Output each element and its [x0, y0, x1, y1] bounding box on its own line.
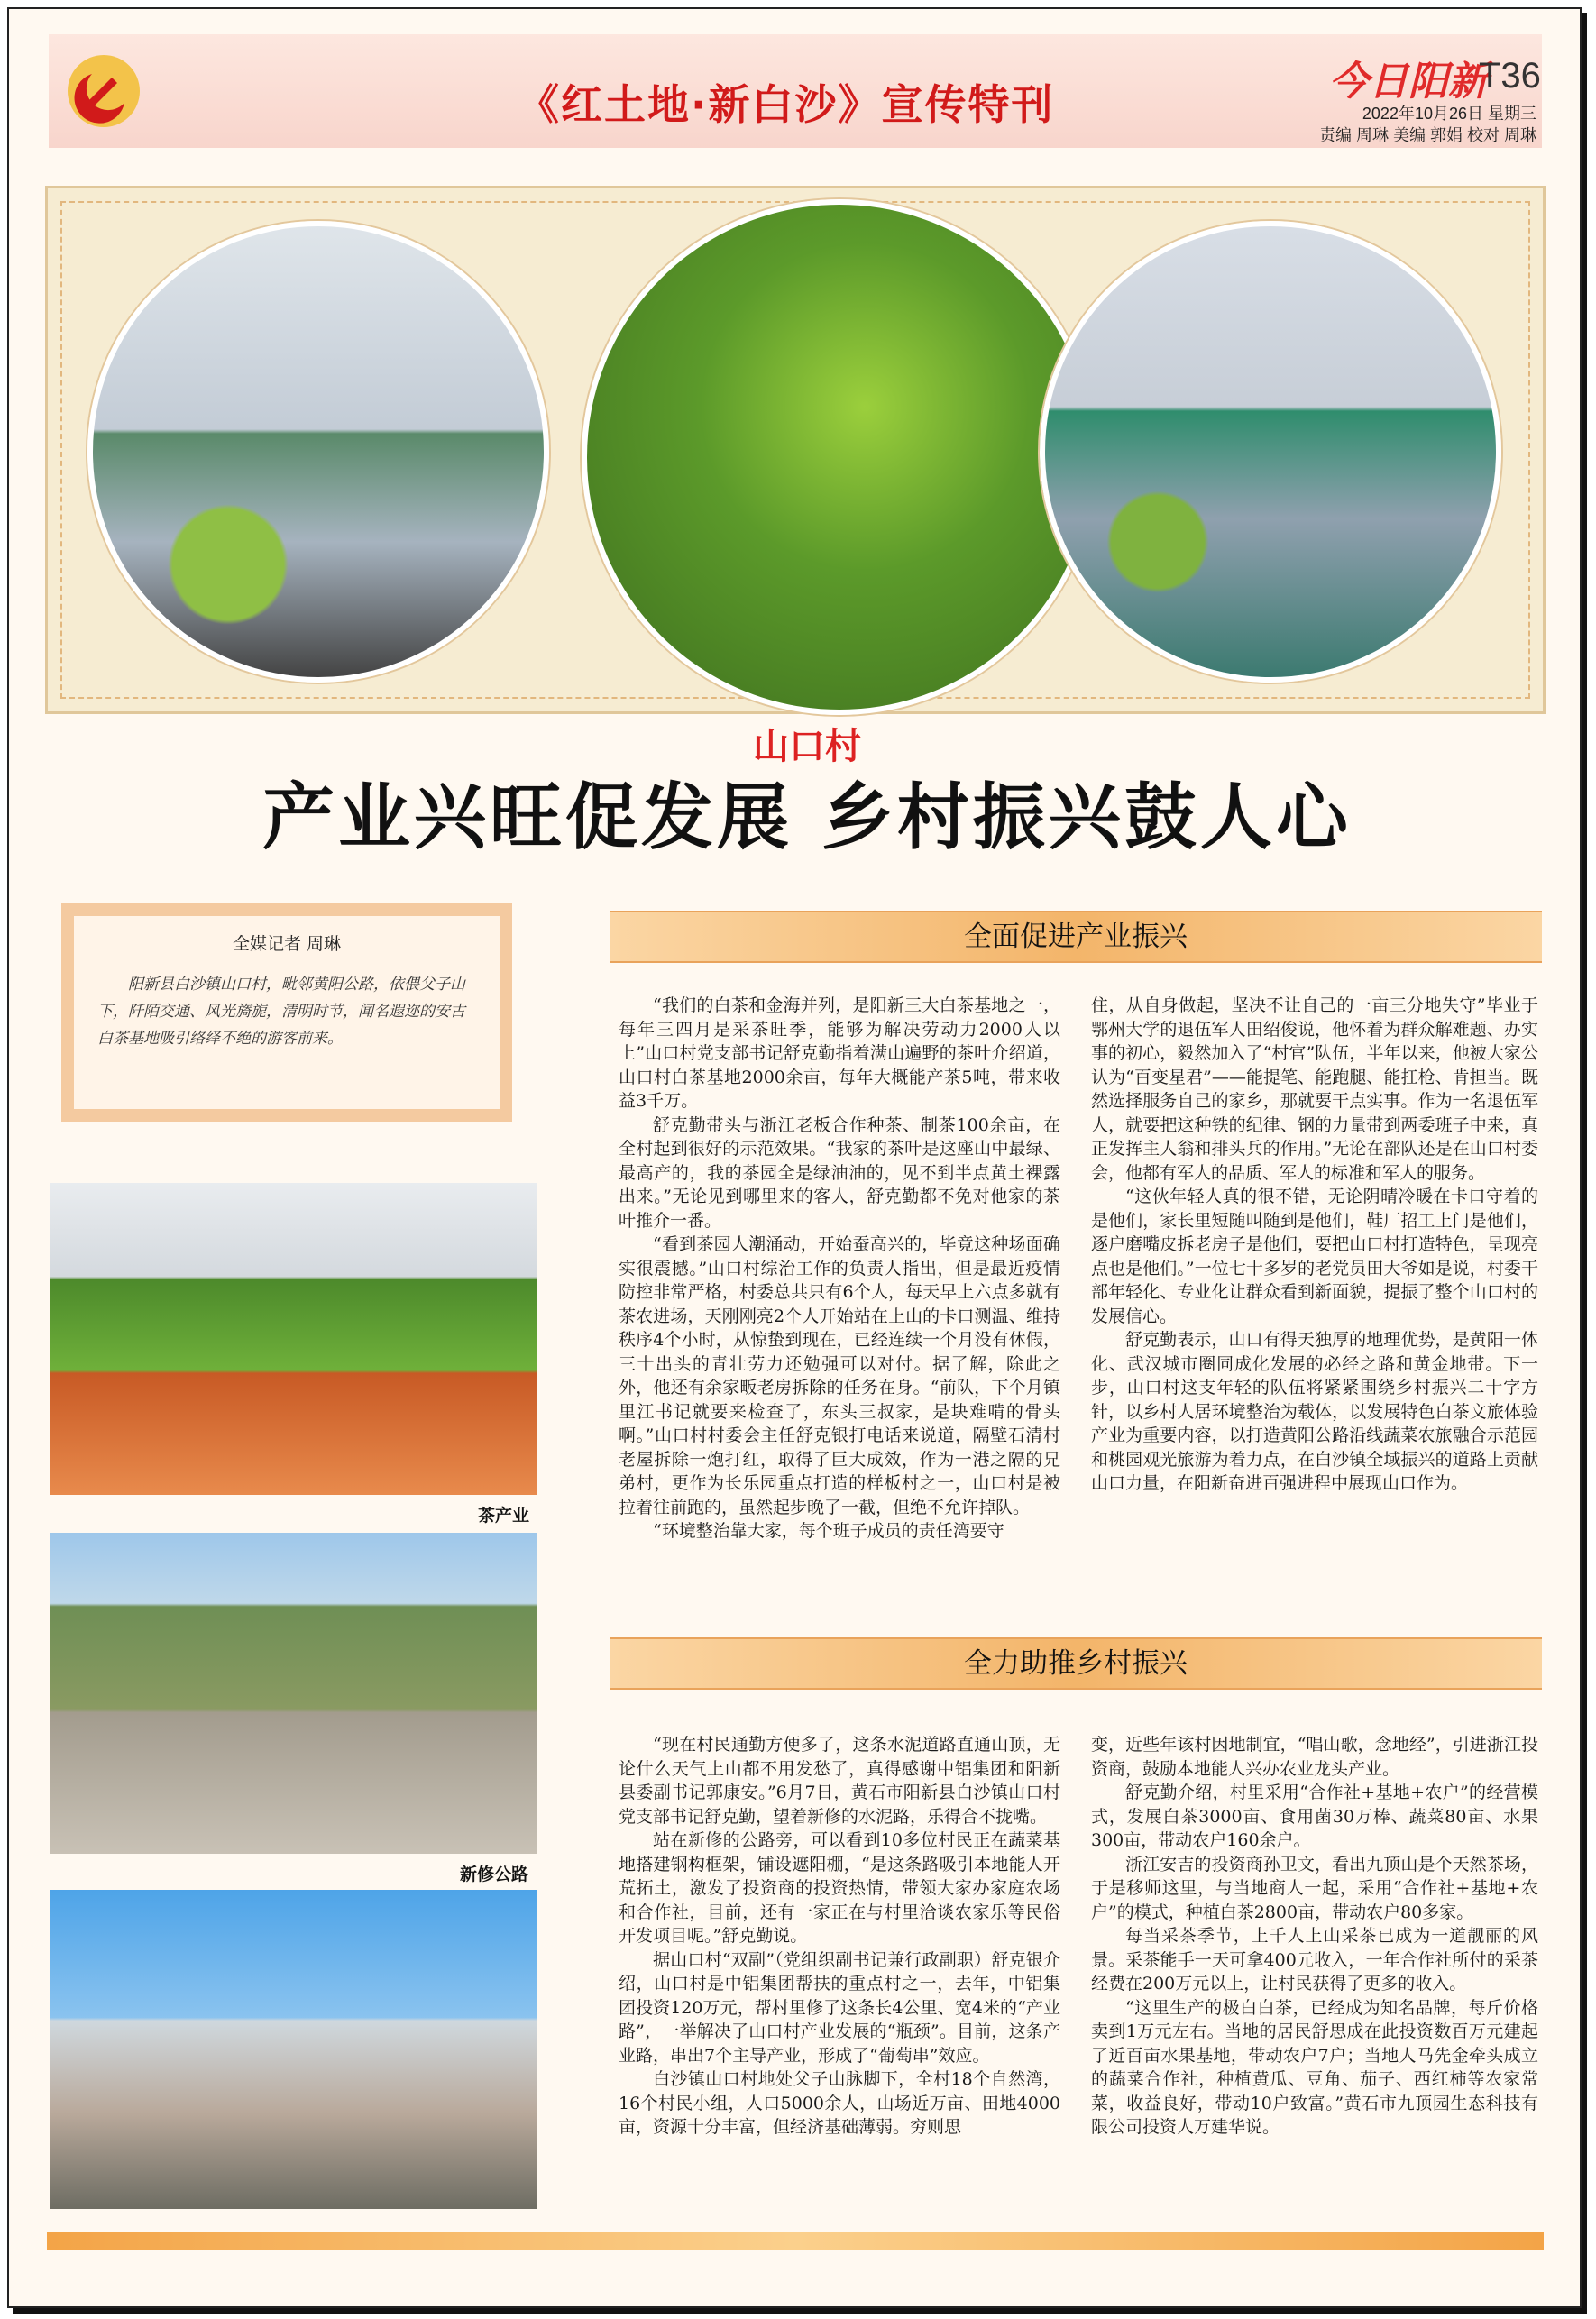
intro-box [61, 903, 512, 1122]
photo-band [45, 186, 1546, 714]
paragraph: “我们的白茶和金海并列，是阳新三大白茶基地之一，每年三四月是采茶旺季，能够为解决劳动力2000人以上”山口村党支部书记舒克勤指着满山遍野的茶叶介绍道，山口村白茶基地2000余亩，每年大概能产茶5吨，带来收益3千万。 [619, 995, 1060, 1111]
intro-text: 阳新县白沙镇山口村，毗邻黄阳公路，依偎父子山下，阡陌交通、风光旖旎，清明时节，闻名遐迩的安古白茶基地吸引络绎不绝的游客前来。 [97, 976, 465, 1048]
paragraph: 变，近些年该村因地制宜，“唱山歌，念地经”，引进浙江投资商，鼓励本地能人兴办农业龙头产业。 [1091, 1735, 1538, 1779]
headline-kicker: 山口村 [753, 726, 861, 767]
intro-inner [74, 916, 500, 1109]
paragraph: 舒克勤介绍，村里采用“合作社+基地+农户”的经营模式，发展白茶3000亩、食用菌30万棒、蔬菜80亩、水果300亩，带动农户160余户。 [1091, 1783, 1538, 1850]
paragraph: 站在新修的公路旁，可以看到10多位村民正在蔬菜基地搭建钢构框架，铺设遮阳棚，“是这条路吸引本地能人开荒拓土，激发了投资商的投资热情，带领大家办家庭农场和合作社，目前，还有一家正在与村里洽谈农家乐等民俗开发项目呢。”舒克勤说。 [619, 1830, 1060, 1946]
new-road-photo [50, 1533, 537, 1854]
party-emblem-icon [65, 52, 142, 130]
paragraph: 白沙镇山口村地处父子山脉脚下，全村18个自然湾，16个村民小组，人口5000余人，山场近万亩、田地4000亩，资源十分丰富，但经济基础薄弱。穷则思 [619, 2069, 1060, 2137]
page-number: T36 [1479, 56, 1541, 96]
tea-machine-photo [1040, 221, 1501, 683]
byline: 全媒记者 周琳 [232, 934, 342, 954]
page-header [49, 34, 1542, 148]
section2-title: 全力助推乡村振兴 [610, 1637, 1542, 1690]
paragraph: 舒克勤表示，山口有得天独厚的地理优势，是黄阳一体化、武汉城市圈同成化发展的必经之路和黄金地带。下一步，山口村这支年轻的队伍将紧紧围绕乡村振兴二十字方针，以乡村人居环境整治为载体，以发展特色白茶文旅体验产业为重要内容，以打造黄阳公路沿线蔬菜农旅融合示范园和桃园观光旅游为着力点，在白沙镇全域振兴的道路上贡献山口力量，在阳新奋进百强进程中展现山口作为。 [1091, 1330, 1538, 1493]
newspaper-logo: 今日阳新 [1329, 59, 1488, 105]
issue-date: 2022年10月26日 星期三 [1362, 105, 1536, 123]
newspaper-page [7, 7, 1582, 2308]
section2-column2 [1091, 1733, 1538, 2140]
paragraph: 浙江安吉的投资商孙卫文，看出九顶山是个天然茶场，于是移师这里，与当地商人一起，采用“合作社+基地+农户”的模式，种植白茶2800亩，带动农户80多家。 [1091, 1854, 1538, 1922]
paragraph: 舒克勤带头与浙江老板合作种茶、制茶100余亩，在全村起到很好的示范效果。“我家的茶叶是这座山中最绿、最高产的，我的茶园全是绿油油的，见不到半点黄土裸露出来。”无论见到哪里来的客人，舒克勤都不免对他家的茶叶推介一番。 [619, 1114, 1060, 1231]
paragraph: “看到茶园人潮涌动，开始蚕高兴的，毕竟这种场面确实很震撼。”山口村综治工作的负责人指出，但是最近疫情防控非常严格，村委总共只有6个人，每天早上六点多就有茶农进场，天刚刚亮2个人开始站在上山的卡口测温、维持秩序4个小时，从惊蛰到现在，已经连续一个月没有休假，三十出头的青壮劳力还勉强可以对付。据了解，除此之外，他还有余家畈老房拆除的任务在身。“前队，下个月镇里江书记就要来检查了，东头三叔家，是块难啃的骨头啊。”山口村村委会主任舒克银打电话来说道，隔壁石清村老屋拆除一炮打红，取得了巨大成效，作为一港之隔的兄弟村，更作为长乐园重点打造的样板村之一，山口村是被拉着往前跑的，虽然起步晚了一截，但绝不允许掉队。 [619, 1234, 1060, 1517]
paragraph: 每当采茶季节，上千人上山采茶已成为一道靓丽的风景。采茶能手一天可拿400元收入，一年合作社所付的采茶经费在200万元以上，让村民获得了更多的收入。 [1091, 1926, 1538, 1994]
header-meta [1311, 103, 1536, 146]
editors-line: 责编 周琳 美编 郭娟 校对 周琳 [1318, 126, 1536, 144]
tea-processing-photo [87, 221, 549, 683]
paragraph: 住，从自身做起，坚决不让自己的一亩三分地失守”毕业于鄂州大学的退伍军人田绍俊说，他怀着为群众解难题、办实事的初心，毅然加入了“村官”队伍，半年以来，他被大家公认为“百变星君”——能提笔、能跑腿、能扛枪、肯担当。既然选择服务自己的家乡，那就要干点实事。作为一名退伍军人，就要把这种铁的纪律、钢的力量带到两委班子中来，真正发挥主人翁和排头兵的作用。”无论在部队还是在山口村委会，他都有军人的品质、军人的标准和军人的服务。 [1091, 995, 1538, 1183]
bottom-decor-bar [47, 2232, 1544, 2250]
headline-title: 产业兴旺促发展 乡村振兴鼓人心 [262, 775, 1352, 859]
tea-garden-photo [582, 199, 1097, 715]
village-photo [50, 1890, 537, 2209]
section1-column1 [619, 994, 1060, 1544]
section1-title: 全面促进产业振兴 [610, 911, 1542, 963]
section1-column2 [1091, 994, 1538, 1496]
tea-industry-photo [50, 1183, 537, 1495]
new-road-caption: 新修公路 [460, 1865, 529, 1884]
paragraph: “现在村民通勤方便多了，这条水泥道路直通山顶，无论什么天气上山都不用发愁了，真得感谢中铝集团和阳新县委副书记郭康安。”6月7日，黄石市阳新县白沙镇山口村党支部书记舒克勤，望着新修的水泥路，乐得合不拢嘴。 [619, 1735, 1060, 1827]
paragraph: “这里生产的极白白茶，已经成为知名品牌，每斤价格卖到1万元左右。当地的居民舒思成在此投资数百万元建起了近百亩水果基地，带动农户7户；当地人马先金牵头成立的蔬菜合作社，种植黄瓜、豆角、茄子、西红柿等农家常菜，收益良好，带动10户致富。”黄石市九顶园生态科技有限公司投资人万建华说。 [1091, 1997, 1538, 2137]
paragraph: “环境整治靠大家，每个班子成员的责任湾要守 [653, 1521, 1004, 1541]
section2-column1 [619, 1733, 1060, 2140]
paragraph: “这伙年轻人真的很不错，无论阴晴冷暖在卡口守着的是他们，家长里短随叫随到是他们，鞋厂招工上门是他们，逐户磨嘴皮拆老房子是他们，要把山口村打造特色，呈现亮点也是他们。”一位七十多岁的老党员田大爷如是说，村委干部年轻化、专业化让群众看到新面貌，提振了整个山口村的发展信心。 [1091, 1187, 1538, 1326]
special-issue-title: 《红土地·新白沙》宣传特刊 [518, 80, 1055, 129]
tea-industry-caption: 茶产业 [478, 1506, 530, 1526]
paragraph: 据山口村“双副”（党组织副书记兼行政副职）舒克银介绍，山口村是中铝集团帮扶的重点村之一，去年，中铝集团投资120万元，帮村里修了这条长4公里、宽4米的“产业路”，一举解决了山口村产业发展的“瓶颈”。目前，这条产业路，串出7个主导产业，形成了“葡萄串”效应。 [619, 1949, 1060, 2066]
